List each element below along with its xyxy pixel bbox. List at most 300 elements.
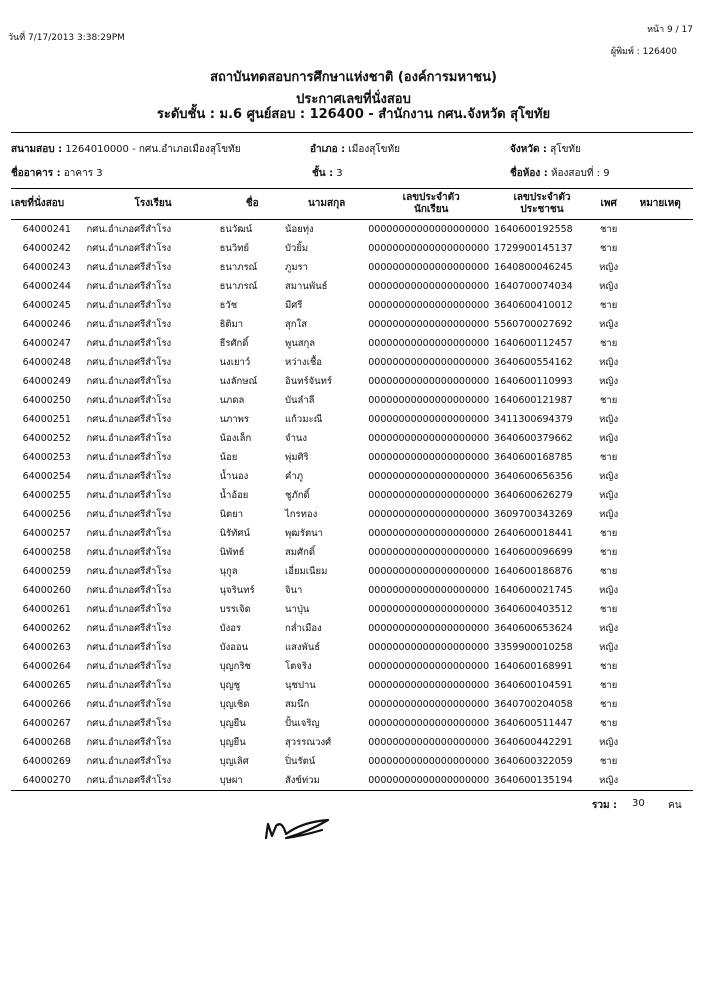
first-name-cell: ธีรศักดิ์ bbox=[219, 338, 249, 349]
first-name-cell: บุญเชิด bbox=[219, 699, 250, 710]
school-cell: กศน.อำเภอศรีสำโรง bbox=[86, 566, 172, 577]
student-id-cell: 00000000000000000000 bbox=[368, 547, 490, 558]
table-row bbox=[11, 771, 693, 791]
note-cell bbox=[627, 220, 693, 240]
note-cell bbox=[627, 638, 693, 657]
first-name-cell: ธนวัฒน์ bbox=[219, 224, 253, 235]
note-cell bbox=[627, 733, 693, 752]
first-name-cell: บุญยืน bbox=[219, 718, 246, 729]
seat-id-cell: 64000264 bbox=[22, 661, 71, 672]
citizen-id-cell: 3640600168785 bbox=[494, 452, 573, 463]
student-id-cell: 00000000000000000000 bbox=[368, 737, 490, 748]
citizen-id-cell: 3411300694379 bbox=[494, 414, 573, 425]
school-cell: กศน.อำเภอศรีสำโรง bbox=[86, 756, 172, 767]
student-id-cell: 00000000000000000000 bbox=[368, 699, 490, 710]
sex-cell: ชาย bbox=[599, 699, 618, 710]
citizen-id-cell: 1640700074034 bbox=[494, 281, 573, 292]
table-row bbox=[11, 448, 693, 467]
seat-id-cell: 64000245 bbox=[22, 300, 71, 311]
school-cell: กศน.อำเภอศรีสำโรง bbox=[86, 395, 172, 406]
sex-cell: หญิง bbox=[599, 471, 619, 482]
exam-site bbox=[11, 142, 241, 157]
seat-id-cell: 64000249 bbox=[22, 376, 71, 387]
school-cell: กศน.อำเภอศรีสำโรง bbox=[86, 661, 172, 672]
table-row bbox=[11, 429, 693, 448]
school-cell: กศน.อำเภอศรีสำโรง bbox=[86, 376, 172, 387]
sex-cell: ชาย bbox=[599, 718, 618, 729]
sex-cell: ชาย bbox=[599, 604, 618, 615]
citizen-id-cell: 3609700343269 bbox=[494, 509, 573, 520]
school-cell: กศน.อำเภอศรีสำโรง bbox=[86, 528, 172, 539]
last-name-cell: สังข์ท่วม bbox=[285, 771, 368, 791]
student-id-cell: 00000000000000000000 bbox=[368, 433, 490, 444]
room bbox=[510, 166, 610, 181]
school-cell: กศน.อำเภอศรีสำโรง bbox=[86, 471, 172, 482]
student-id-cell: 00000000000000000000 bbox=[368, 604, 490, 615]
table-row bbox=[11, 562, 693, 581]
first-name-cell: บังอร bbox=[219, 623, 242, 634]
note-cell bbox=[627, 657, 693, 676]
table-row bbox=[11, 752, 693, 771]
sex-cell: ชาย bbox=[599, 680, 618, 691]
seat-id-cell: 64000262 bbox=[22, 623, 71, 634]
student-id-cell: 00000000000000000000 bbox=[368, 490, 490, 501]
citizen-id-cell: 3640600135194 bbox=[494, 771, 590, 791]
school-cell: กศน.อำเภอศรีสำโรง bbox=[86, 585, 172, 596]
seat-id-cell: 64000250 bbox=[22, 395, 71, 406]
last-name-cell: แก้วมะณี bbox=[285, 414, 323, 425]
school-cell: กศน.อำเภอศรีสำโรง bbox=[86, 604, 172, 615]
sex-cell: ชาย bbox=[599, 547, 618, 558]
sex-cell: ชาย bbox=[599, 661, 618, 672]
table-row bbox=[11, 524, 693, 543]
first-name-cell: ธนวิทย์ bbox=[219, 243, 250, 254]
total-unit: คน bbox=[668, 800, 682, 811]
citizen-id-cell: 1729900145137 bbox=[494, 243, 573, 254]
last-name-cell: สุวรรณวงศ์ bbox=[285, 737, 332, 748]
citizen-id-cell: 1640800046245 bbox=[494, 262, 573, 273]
table-row bbox=[11, 467, 693, 486]
student-id-cell: 00000000000000000000 bbox=[368, 224, 490, 235]
citizen-id-cell: 3640600322059 bbox=[494, 756, 573, 767]
citizen-id-cell: 5560700027692 bbox=[494, 319, 573, 330]
last-name-cell: ปิ่นรัตน์ bbox=[285, 756, 316, 767]
note-cell bbox=[627, 448, 693, 467]
province bbox=[510, 142, 581, 157]
district bbox=[310, 142, 400, 157]
school-cell: กศน.อำเภอศรีสำโรง bbox=[86, 414, 172, 425]
note-cell bbox=[627, 296, 693, 315]
student-id-cell: 00000000000000000000 bbox=[368, 585, 490, 596]
seat-id-cell: 64000247 bbox=[22, 338, 71, 349]
note-cell bbox=[627, 258, 693, 277]
first-name-cell: ธนาภรณ์ bbox=[219, 262, 258, 273]
first-name-cell: ธวัช bbox=[219, 300, 238, 311]
school-cell: กศน.อำเภอศรีสำโรง bbox=[86, 224, 172, 235]
last-name-cell: บันลำลี bbox=[285, 395, 315, 406]
note-cell bbox=[627, 619, 693, 638]
citizen-id-cell: 3640600554162 bbox=[494, 357, 573, 368]
sex-cell: หญิง bbox=[599, 262, 619, 273]
student-id-cell: 00000000000000000000 bbox=[368, 281, 490, 292]
seat-id-cell: 64000253 bbox=[22, 452, 71, 463]
student-id-cell: 00000000000000000000 bbox=[368, 376, 490, 387]
seat-id-cell: 64000263 bbox=[22, 642, 71, 653]
table-row bbox=[11, 315, 693, 334]
table-row bbox=[11, 258, 693, 277]
school-cell: กศน.อำเภอศรีสำโรง bbox=[86, 490, 172, 501]
table-row bbox=[11, 334, 693, 353]
seat-id-cell: 64000241 bbox=[22, 224, 71, 235]
citizen-id-cell: 3640700204058 bbox=[494, 699, 573, 710]
table-row bbox=[11, 277, 693, 296]
last-name-cell: แสงพันธ์ bbox=[285, 642, 321, 653]
citizen-id-cell: 3359900010258 bbox=[494, 642, 573, 653]
student-id-cell: 00000000000000000000 bbox=[368, 319, 490, 330]
sex-cell: ชาย bbox=[599, 566, 618, 577]
citizen-id-cell: 3640600653624 bbox=[494, 623, 573, 634]
note-cell bbox=[627, 277, 693, 296]
last-name-cell: สมนึก bbox=[285, 699, 310, 710]
sex-cell: ชาย bbox=[599, 756, 618, 767]
seat-id-cell: 64000255 bbox=[22, 490, 71, 501]
student-id-cell: 00000000000000000000 bbox=[368, 509, 490, 520]
room-label: ชื่อห้อง : bbox=[510, 168, 548, 179]
student-id-cell: 00000000000000000000 bbox=[368, 243, 490, 254]
note-cell bbox=[627, 315, 693, 334]
table-row bbox=[11, 220, 693, 240]
note-cell bbox=[627, 752, 693, 771]
first-name-cell: ธิติมา bbox=[219, 319, 244, 330]
student-id-cell: 00000000000000000000 bbox=[368, 566, 490, 577]
sex-cell: ชาย bbox=[599, 243, 618, 254]
citizen-id-cell: 3640600403512 bbox=[494, 604, 573, 615]
student-id-cell: 00000000000000000000 bbox=[368, 395, 490, 406]
seat-id-cell: 64000259 bbox=[22, 566, 71, 577]
col-seat-id: เลขที่นั่งสอบ bbox=[11, 189, 83, 220]
sex-cell: ชาย bbox=[599, 224, 618, 235]
school-cell: กศน.อำเภอศรีสำโรง bbox=[86, 262, 172, 273]
province-label: จังหวัด : bbox=[510, 144, 547, 155]
seat-id-cell: 64000251 bbox=[22, 414, 71, 425]
note-cell bbox=[627, 334, 693, 353]
student-id-cell: 00000000000000000000 bbox=[368, 300, 490, 311]
sex-cell: หญิง bbox=[599, 623, 619, 634]
seat-id-cell: 64000267 bbox=[22, 718, 71, 729]
citizen-id-cell: 3640600104591 bbox=[494, 680, 573, 691]
sex-cell: หญิง bbox=[599, 376, 619, 387]
seat-id-cell: 64000244 bbox=[22, 281, 71, 292]
student-id-cell: 00000000000000000000 bbox=[368, 718, 490, 729]
last-name-cell: จินา bbox=[285, 585, 303, 596]
seat-id-cell: 64000265 bbox=[22, 680, 71, 691]
citizen-id-cell: 3640600442291 bbox=[494, 737, 573, 748]
exam-level-title: ระดับชั้น : ม.6 ศูนย์สอบ : 126400 - สำนักงาน กศน.จังหวัด สุโขทัย bbox=[156, 107, 551, 122]
room-value: ห้องสอบที่ : 9 bbox=[550, 168, 610, 179]
last-name-cell: ชูภักดิ์ bbox=[285, 490, 310, 501]
citizen-id-cell: 1640600021745 bbox=[494, 585, 573, 596]
first-name-cell: บุญเลิศ bbox=[219, 756, 249, 767]
last-name-cell: นุชปาน bbox=[285, 680, 316, 691]
seat-id-cell: 64000242 bbox=[22, 243, 71, 254]
floor-label: ชั้น : bbox=[312, 168, 334, 179]
table-row bbox=[11, 600, 693, 619]
first-name-cell: น้ำนอง bbox=[219, 471, 249, 482]
table-row bbox=[11, 657, 693, 676]
seat-id-cell: 64000252 bbox=[22, 433, 71, 444]
table-row bbox=[11, 296, 693, 315]
sex-cell: หญิง bbox=[599, 642, 619, 653]
district-value: เมืองสุโขทัย bbox=[348, 144, 400, 155]
last-name-cell: โตจริง bbox=[285, 661, 312, 672]
seat-id-cell: 64000258 bbox=[22, 547, 71, 558]
last-name-cell: สมานพันธ์ bbox=[285, 281, 328, 292]
student-id-cell: 00000000000000000000 bbox=[368, 338, 490, 349]
building bbox=[11, 166, 103, 181]
note-cell bbox=[627, 467, 693, 486]
building-value: อาคาร 3 bbox=[63, 168, 103, 179]
institute-title: สถาบันทดสอบการศึกษาแห่งชาติ (องค์การมหาชน) bbox=[210, 70, 497, 85]
district-label: อำเภอ : bbox=[310, 144, 346, 155]
table-row bbox=[11, 676, 693, 695]
first-name-cell: บังออน bbox=[219, 642, 249, 653]
first-name-cell: บุญกริช bbox=[219, 661, 251, 672]
school-cell: กศน.อำเภอศรีสำโรง bbox=[86, 680, 172, 691]
note-cell bbox=[627, 543, 693, 562]
sex-cell: หญิง bbox=[599, 357, 619, 368]
last-name-cell: นาปุ่น bbox=[285, 604, 310, 615]
first-name-cell: นงเยาว์ bbox=[219, 357, 251, 368]
table-row bbox=[11, 695, 693, 714]
seat-table bbox=[11, 188, 693, 791]
student-id-cell: 00000000000000000000 bbox=[368, 262, 490, 273]
note-cell bbox=[627, 581, 693, 600]
first-name-cell: บุญยืน bbox=[219, 737, 246, 748]
first-name-cell: บุญชู bbox=[219, 680, 241, 691]
school-cell: กศน.อำเภอศรีสำโรง bbox=[86, 718, 172, 729]
sex-cell: หญิง bbox=[599, 319, 619, 330]
print-date: วันที่ 7/17/2013 3:38:29PM bbox=[8, 33, 125, 43]
table-row bbox=[11, 714, 693, 733]
citizen-id-cell: 3640600410012 bbox=[494, 300, 573, 311]
printer-id: ผู้พิมพ์ : 126400 bbox=[610, 47, 677, 57]
seat-id-cell: 64000248 bbox=[22, 357, 71, 368]
last-name-cell: คำภู bbox=[285, 471, 303, 482]
sex-cell: หญิง bbox=[599, 509, 619, 520]
seat-id-cell: 64000266 bbox=[22, 699, 71, 710]
school-cell: กศน.อำเภอศรีสำโรง bbox=[86, 509, 172, 520]
first-name-cell: นงลักษณ์ bbox=[219, 376, 258, 387]
citizen-id-cell: 2640600018441 bbox=[494, 528, 573, 539]
col-first-name: ชื่อ bbox=[220, 189, 285, 220]
seat-id-cell: 64000268 bbox=[22, 737, 71, 748]
school-cell: กศน.อำเภอศรีสำโรง bbox=[86, 243, 172, 254]
note-cell bbox=[627, 600, 693, 619]
school-cell: กศน.อำเภอศรีสำโรง bbox=[86, 452, 172, 463]
citizen-id-cell: 3640600511447 bbox=[494, 718, 573, 729]
citizen-id-cell: 3640600379662 bbox=[494, 433, 573, 444]
note-cell bbox=[627, 771, 693, 791]
last-name-cell: หว่างเชื้อ bbox=[285, 357, 322, 368]
school-cell: กศน.อำเภอศรีสำโรง bbox=[86, 737, 172, 748]
school-cell: กศน.อำเภอศรีสำโรง bbox=[86, 699, 172, 710]
total-label: รวม : bbox=[592, 800, 618, 811]
seat-id-cell: 64000269 bbox=[22, 756, 71, 767]
citizen-id-cell: 1640600110993 bbox=[494, 376, 573, 387]
first-name-cell: นุกูล bbox=[219, 566, 238, 577]
col-student-id: เลขประจำตัว นักเรียน bbox=[368, 189, 494, 220]
school-cell: กศน.อำเภอศรีสำโรง bbox=[86, 281, 172, 292]
seat-id-cell: 64000270 bbox=[11, 771, 83, 791]
exam-site-label: สนามสอบ : bbox=[11, 144, 63, 155]
col-sex: เพศ bbox=[590, 189, 628, 220]
sex-cell: ชาย bbox=[599, 300, 618, 311]
citizen-id-cell: 1640600121987 bbox=[494, 395, 573, 406]
sex-cell: หญิง bbox=[599, 281, 619, 292]
last-name-cell: ปั้นเจริญ bbox=[285, 718, 320, 729]
note-cell bbox=[627, 562, 693, 581]
note-cell bbox=[627, 372, 693, 391]
school-cell: กศน.อำเภอศรีสำโรง bbox=[86, 338, 172, 349]
citizen-id-cell: 3640600656356 bbox=[494, 471, 573, 482]
student-id-cell: 00000000000000000000 bbox=[368, 680, 490, 691]
student-id-cell: 00000000000000000000 bbox=[368, 414, 490, 425]
first-name-cell: บรรเจิด bbox=[219, 604, 251, 615]
sex-cell: ชาย bbox=[599, 528, 618, 539]
table-row bbox=[11, 353, 693, 372]
sex-cell: ชาย bbox=[599, 395, 618, 406]
school-cell: กศน.อำเภอศรีสำโรง bbox=[86, 357, 172, 368]
last-name-cell: เอี่ยมเนียม bbox=[285, 566, 328, 577]
last-name-cell: มีศรี bbox=[285, 300, 303, 311]
note-cell bbox=[627, 410, 693, 429]
table-row bbox=[11, 486, 693, 505]
note-cell bbox=[627, 486, 693, 505]
last-name-cell: จำนง bbox=[285, 433, 308, 444]
school-cell: กศน.อำเภอศรีสำโรง bbox=[86, 433, 172, 444]
note-cell bbox=[627, 714, 693, 733]
last-name-cell: น้อยทุ่ง bbox=[285, 224, 314, 235]
page-number: หน้า 9 / 17 bbox=[647, 25, 693, 35]
sex-cell: หญิง bbox=[599, 433, 619, 444]
citizen-id-cell: 1640600168991 bbox=[494, 661, 573, 672]
table-row bbox=[11, 391, 693, 410]
first-name-cell: นุจรินทร์ bbox=[219, 585, 255, 596]
building-label: ชื่ออาคาร : bbox=[11, 168, 61, 179]
col-last-name: นามสกุล bbox=[285, 189, 368, 220]
exam-site-value: 1264010000 - กศน.อำเภอเมืองสุโขทัย bbox=[65, 144, 241, 155]
first-name-cell: นภาพร bbox=[219, 414, 250, 425]
citizen-id-cell: 3640600626279 bbox=[494, 490, 573, 501]
table-row bbox=[11, 619, 693, 638]
student-id-cell: 00000000000000000000 bbox=[368, 452, 490, 463]
citizen-id-cell: 1640600112457 bbox=[494, 338, 573, 349]
school-cell: กศน.อำเภอศรีสำโรง bbox=[86, 642, 172, 653]
col-citizen-id: เลขประจำตัว ประชาชน bbox=[494, 189, 590, 220]
citizen-id-cell: 1640600192558 bbox=[494, 224, 573, 235]
province-value: สุโขทัย bbox=[550, 144, 581, 155]
last-name-cell: พุฒรัตนา bbox=[285, 528, 323, 539]
table-row bbox=[11, 543, 693, 562]
note-cell bbox=[627, 505, 693, 524]
table-row bbox=[11, 410, 693, 429]
student-id-cell: 00000000000000000000 bbox=[368, 642, 490, 653]
note-cell bbox=[627, 695, 693, 714]
first-name-cell: น้องเล็ก bbox=[219, 433, 252, 444]
student-id-cell: 00000000000000000000 bbox=[368, 623, 490, 634]
first-name-cell: นิพัทธ์ bbox=[219, 547, 245, 558]
table-row bbox=[11, 505, 693, 524]
table-row bbox=[11, 733, 693, 752]
student-id-cell: 00000000000000000000 bbox=[368, 661, 490, 672]
seat-id-cell: 64000254 bbox=[22, 471, 71, 482]
note-cell bbox=[627, 353, 693, 372]
signature-image bbox=[262, 816, 332, 846]
table-row bbox=[11, 372, 693, 391]
student-id-cell: 00000000000000000000 bbox=[368, 471, 490, 482]
student-id-cell: 00000000000000000000 bbox=[368, 528, 490, 539]
school-cell: กศน.อำเภอศรีสำโรง bbox=[86, 623, 172, 634]
last-name-cell: กล่ำเมือง bbox=[285, 623, 322, 634]
school-cell: กศน.อำเภอศรีสำโรง bbox=[86, 547, 172, 558]
seat-id-cell: 64000243 bbox=[22, 262, 71, 273]
note-cell bbox=[627, 391, 693, 410]
last-name-cell: สมศักดิ์ bbox=[285, 547, 316, 558]
sex-cell: หญิง bbox=[599, 414, 619, 425]
sex-cell: หญิง bbox=[590, 771, 628, 791]
last-name-cell: ไกรทอง bbox=[285, 509, 318, 520]
seat-id-cell: 64000246 bbox=[22, 319, 71, 330]
last-name-cell: พุ่มศิริ bbox=[285, 452, 309, 463]
last-name-cell: สุกใส bbox=[285, 319, 307, 330]
table-row bbox=[11, 239, 693, 258]
note-cell bbox=[627, 239, 693, 258]
col-note: หมายเหตุ bbox=[627, 189, 693, 220]
student-id-cell: 00000000000000000000 bbox=[368, 771, 494, 791]
floor bbox=[312, 166, 343, 181]
citizen-id-cell: 1640600186876 bbox=[494, 566, 573, 577]
note-cell bbox=[627, 676, 693, 695]
note-cell bbox=[627, 524, 693, 543]
first-name-cell: นภดล bbox=[219, 395, 245, 406]
first-name-cell: นิรัทัศน์ bbox=[219, 528, 250, 539]
total-value: 30 bbox=[632, 798, 645, 809]
first-name-cell: น้ำอ้อย bbox=[219, 490, 249, 501]
first-name-cell: บุษผา bbox=[220, 771, 285, 791]
table-row bbox=[11, 638, 693, 657]
student-id-cell: 00000000000000000000 bbox=[368, 357, 490, 368]
last-name-cell: อินทร์จันทร์ bbox=[285, 376, 332, 387]
sex-cell: ชาย bbox=[599, 338, 618, 349]
first-name-cell: น้อย bbox=[219, 452, 238, 463]
school-cell: กศน.อำเภอศรีสำโรง bbox=[86, 319, 172, 330]
sex-cell: ชาย bbox=[599, 452, 618, 463]
sex-cell: หญิง bbox=[599, 585, 619, 596]
col-school: โรงเรียน bbox=[83, 189, 220, 220]
first-name-cell: ธนาภรณ์ bbox=[219, 281, 258, 292]
note-cell bbox=[627, 429, 693, 448]
student-id-cell: 00000000000000000000 bbox=[368, 756, 490, 767]
announcement-title: ประกาศเลขที่นั่งสอบ bbox=[296, 92, 411, 107]
floor-value: 3 bbox=[336, 168, 343, 179]
first-name-cell: นิตยา bbox=[219, 509, 244, 520]
citizen-id-cell: 1640600096699 bbox=[494, 547, 573, 558]
seat-id-cell: 64000260 bbox=[22, 585, 71, 596]
last-name-cell: ภูมรา bbox=[285, 262, 308, 273]
last-name-cell: บัวยิ้ม bbox=[285, 243, 309, 254]
school-cell: กศน.อำเภอศรีสำโรง bbox=[83, 771, 220, 791]
info-top-rule bbox=[11, 132, 693, 133]
